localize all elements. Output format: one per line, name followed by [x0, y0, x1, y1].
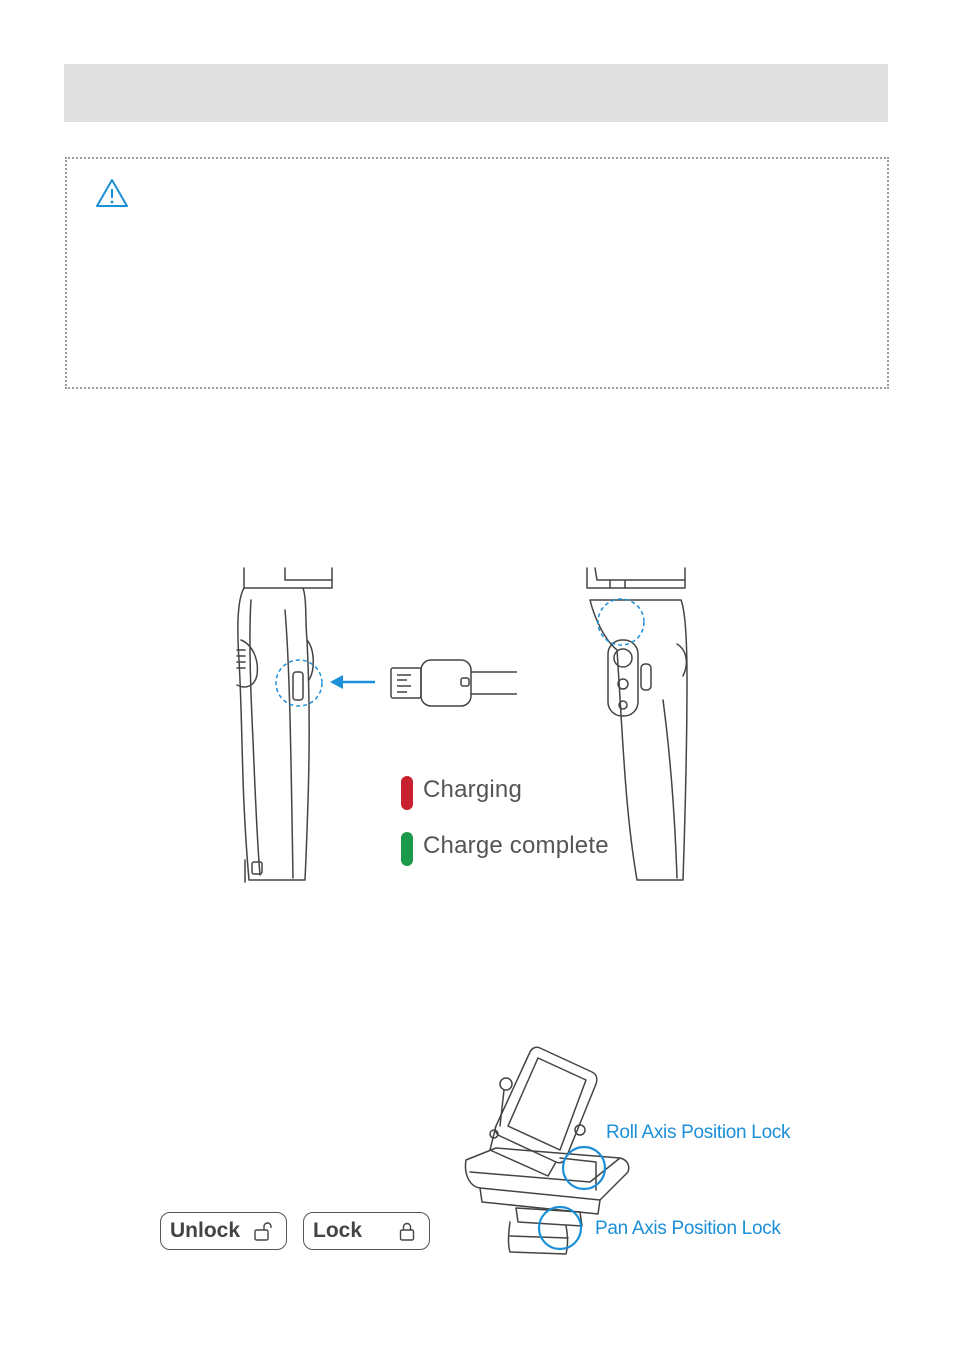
charging-label: Charging [423, 776, 522, 803]
charge-port-highlight [276, 660, 322, 706]
charge-complete-label: Charge complete [423, 832, 609, 859]
indicator-light-highlight [598, 599, 644, 645]
section-header-bar [64, 64, 888, 122]
lock-badge [303, 1212, 430, 1250]
unlock-badge [160, 1212, 287, 1250]
unlocked-padlock-icon [254, 1222, 272, 1242]
warning-triangle-icon [95, 178, 129, 208]
charge-complete-color-indicator [401, 832, 413, 866]
unlock-label: Unlock [170, 1219, 241, 1242]
roll-axis-lock-label: Roll Axis Position Lock [606, 1122, 791, 1143]
lock-label: Lock [313, 1219, 363, 1242]
charging-color-indicator [401, 776, 413, 810]
pan-axis-lock-label: Pan Axis Position Lock [595, 1218, 781, 1239]
roll-axis-lock-highlight [563, 1147, 605, 1189]
locked-padlock-icon [399, 1222, 415, 1242]
warning-box [65, 157, 889, 389]
usb-cable-icon [391, 660, 517, 706]
pan-axis-lock-highlight [539, 1207, 581, 1249]
